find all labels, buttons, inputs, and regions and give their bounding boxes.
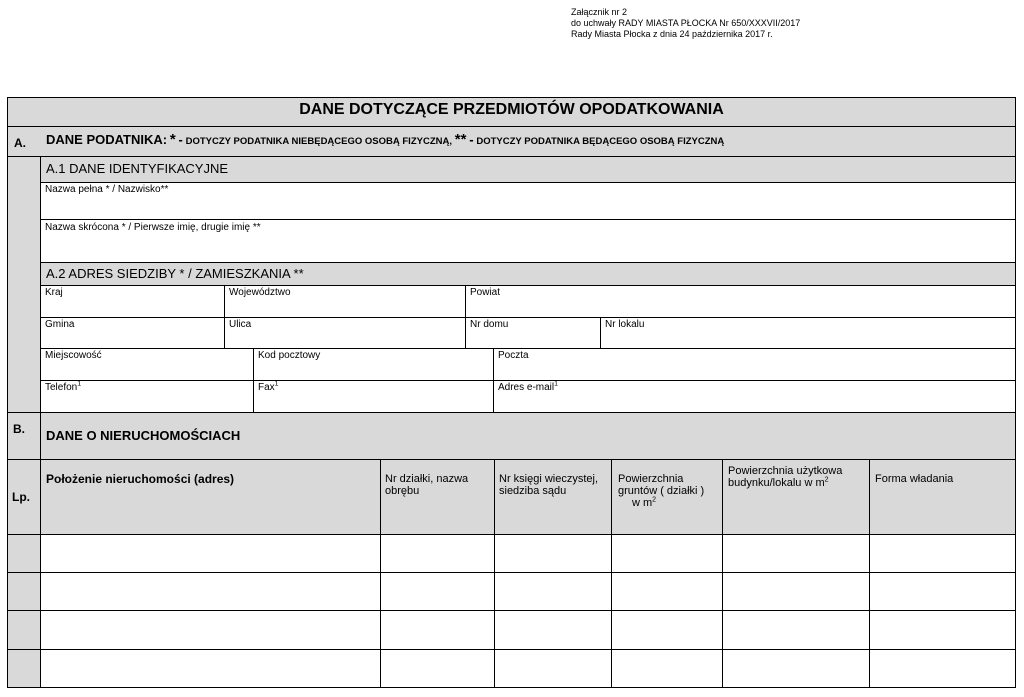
kod-pocztowy-label: Kod pocztowy — [258, 350, 321, 361]
ownership-label: Forma władania — [875, 473, 954, 485]
title-bar — [7, 97, 1016, 127]
email-footnote: 1 — [554, 380, 559, 388]
wojewodztwo-field[interactable] — [224, 285, 466, 318]
cell-usable-area[interactable] — [722, 610, 870, 650]
col-location-header — [40, 459, 381, 535]
cell-plot[interactable] — [380, 572, 495, 611]
miejscowosc-label: Miejscowość — [45, 350, 102, 361]
annex-line-1: Załącznik nr 2 — [571, 7, 628, 17]
usable-area-label — [728, 465, 842, 489]
fax-text: Fax — [258, 382, 275, 393]
nr-domu-field[interactable] — [465, 317, 601, 349]
cell-lp — [7, 649, 41, 688]
cell-lp — [7, 610, 41, 650]
note-legal-entity: DOTYCZY PODATNIKA NIEBĘDĄCEGO OSOBĄ FIZYCZNĄ, — [185, 136, 452, 147]
annex-line-2: do uchwały RADY MIASTA PŁOCKA Nr 650/XXXVII/2017 — [571, 18, 801, 28]
a1-heading: A.1 DANE IDENTYFIKACYJNE — [46, 161, 229, 176]
powiat-label: Powiat — [470, 287, 501, 298]
full-name-label: Nazwa pełna * / Nazwisko** — [45, 184, 169, 195]
fax-field[interactable] — [253, 380, 494, 413]
cell-land-register[interactable] — [494, 649, 612, 688]
form-title: DANE DOTYCZĄCE PRZEDMIOTÓW OPODATKOWANIA — [299, 101, 724, 118]
fax-footnote: 1 — [274, 380, 279, 388]
star-mark-1: * — [169, 131, 176, 148]
kraj-field[interactable] — [40, 285, 225, 318]
section-b-letter: B. — [13, 422, 25, 436]
cell-land-area[interactable] — [611, 649, 723, 688]
cell-lp — [7, 572, 41, 611]
cell-ownership[interactable] — [869, 610, 1016, 650]
land-area-line3 — [618, 497, 704, 509]
miejscowosc-field[interactable] — [40, 348, 254, 381]
cell-plot[interactable] — [380, 610, 495, 650]
usable-area-line1: Powierzchnia użytkowa — [728, 465, 843, 477]
col-usable-area-header — [722, 459, 870, 535]
cell-location[interactable] — [40, 534, 381, 573]
section-a-title — [46, 131, 725, 148]
nr-lokalu-label: Nr lokalu — [605, 319, 645, 330]
cell-land-area[interactable] — [611, 610, 723, 650]
plot-label-line1: Nr działki, nazwa — [385, 473, 469, 485]
plot-label-line2: obrębu — [385, 485, 420, 497]
gmina-label: Gmina — [45, 319, 75, 330]
kraj-label: Kraj — [45, 287, 63, 298]
cell-land-register[interactable] — [494, 610, 612, 650]
cell-location[interactable] — [40, 610, 381, 650]
section-a-heading: DANE PODATNIKA: — [46, 132, 168, 147]
lp-label: Lp. — [12, 490, 30, 504]
email-field[interactable] — [493, 380, 1016, 413]
land-register-line2: siedziba sądu — [499, 485, 567, 497]
gmina-field[interactable] — [40, 317, 225, 349]
email-label — [498, 382, 558, 394]
col-land-area-header — [611, 459, 723, 535]
telefon-field[interactable] — [40, 380, 254, 413]
land-register-line1: Nr księgi wieczystej, — [499, 473, 599, 485]
section-b-margin — [7, 412, 41, 460]
section-a-letter: A. — [14, 136, 26, 150]
plot-label — [385, 473, 468, 497]
land-area-unit: w m — [632, 497, 653, 509]
poczta-field[interactable] — [493, 348, 1016, 381]
poczta-label: Poczta — [498, 350, 529, 361]
note-natural-person: DOTYCZY PODATNIKA BĘDĄCEGO OSOBĄ FIZYCZNĄ — [476, 136, 725, 147]
cell-ownership[interactable] — [869, 649, 1016, 688]
short-name-field[interactable] — [40, 219, 1016, 263]
cell-plot[interactable] — [380, 534, 495, 573]
cell-ownership[interactable] — [869, 534, 1016, 573]
cell-land-area[interactable] — [611, 534, 723, 573]
section-b-header — [40, 412, 1016, 460]
email-text: Adres e-mail — [498, 382, 555, 393]
section-a-margin — [7, 156, 41, 413]
full-name-field[interactable] — [40, 182, 1016, 220]
section-b-heading: DANE O NIERUCHOMOŚCIACH — [46, 428, 241, 443]
location-label: Położenie nieruchomości (adres) — [46, 472, 235, 486]
star-mark-2: ** — [454, 131, 467, 148]
wojewodztwo-label: Województwo — [229, 287, 291, 298]
cell-ownership[interactable] — [869, 572, 1016, 611]
annex-line-3: Rady Miasta Płocka z dnia 24 października 2017 r. — [571, 29, 773, 39]
ulica-field[interactable] — [224, 317, 466, 349]
annex-note — [571, 7, 800, 40]
usable-area-line2 — [728, 477, 842, 489]
cell-land-area[interactable] — [611, 572, 723, 611]
short-name-label: Nazwa skrócona * / Pierwsze imię, drugie imię ** — [45, 222, 261, 233]
section-a-header — [7, 126, 1016, 157]
cell-usable-area[interactable] — [722, 572, 870, 611]
cell-usable-area[interactable] — [722, 649, 870, 688]
cell-location[interactable] — [40, 572, 381, 611]
usable-area-sup: 2 — [824, 476, 829, 484]
cell-land-register[interactable] — [494, 534, 612, 573]
land-area-sup: 2 — [652, 496, 657, 504]
col-lp-header — [7, 459, 41, 535]
nr-domu-label: Nr domu — [470, 319, 509, 330]
dash-1: - — [178, 132, 183, 147]
cell-lp — [7, 534, 41, 573]
col-plot-header — [380, 459, 495, 535]
nr-lokalu-field[interactable] — [600, 317, 1016, 349]
cell-plot[interactable] — [380, 649, 495, 688]
fax-label — [258, 382, 279, 394]
usable-area-unit: budynku/lokalu w m — [728, 477, 825, 489]
telefon-footnote: 1 — [77, 380, 82, 388]
a1-header — [40, 156, 1016, 183]
cell-location[interactable] — [40, 649, 381, 688]
col-ownership-header — [869, 459, 1016, 535]
cell-land-register[interactable] — [494, 572, 612, 611]
a2-header — [40, 262, 1016, 286]
a2-heading: A.2 ADRES SIEDZIBY * / ZAMIESZKANIA ** — [46, 266, 304, 281]
land-area-line2: gruntów ( działki ) — [618, 485, 705, 497]
dash-2: - — [469, 132, 474, 147]
powiat-field[interactable] — [465, 285, 1016, 318]
telefon-label — [45, 382, 81, 394]
land-area-line1: Powierzchnia — [618, 473, 684, 485]
kod-pocztowy-field[interactable] — [253, 348, 494, 381]
land-register-label — [499, 473, 598, 497]
col-land-register-header — [494, 459, 612, 535]
cell-usable-area[interactable] — [722, 534, 870, 573]
land-area-label — [618, 473, 704, 509]
telefon-text: Telefon — [45, 382, 78, 393]
ulica-label: Ulica — [229, 319, 252, 330]
